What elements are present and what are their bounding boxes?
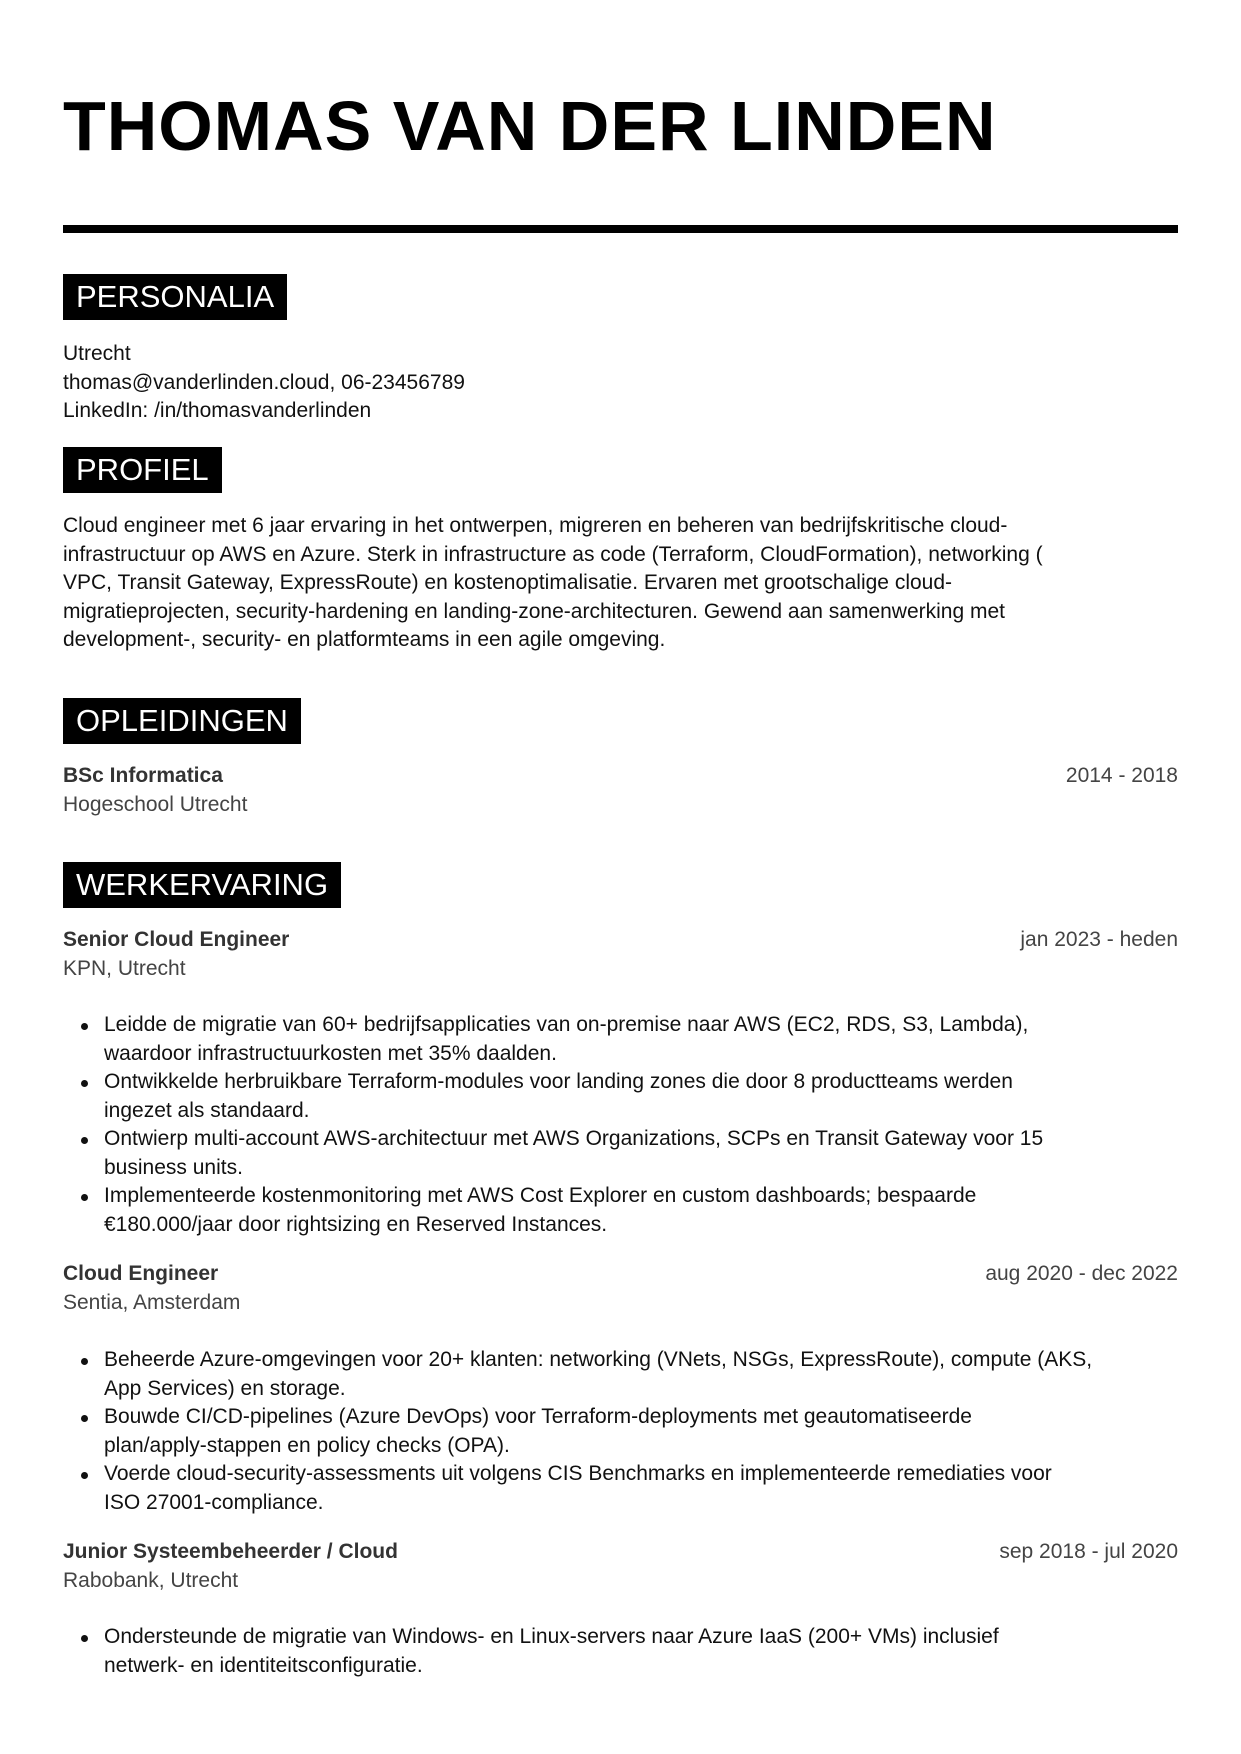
list-item (104, 1460, 1178, 1517)
job-dates: aug 2020 - dec 2022 (985, 1262, 1178, 1285)
job-achievements (63, 1346, 1178, 1517)
bullet-line: App Services) en storage. (104, 1376, 346, 1400)
profiel-text (63, 512, 1178, 655)
section-heading-profiel: PROFIEL (63, 447, 222, 493)
personalia-block (63, 340, 1178, 426)
list-item (104, 1125, 1178, 1182)
job-dates: jan 2023 - heden (1020, 928, 1178, 951)
job-dates: sep 2018 - jul 2020 (999, 1540, 1178, 1563)
bullet-line: Ontwierp multi-account AWS-architectuur met AWS Organizations, SCPs en Transit Gateway voor 15 (104, 1127, 1044, 1150)
bullet-line: Ondersteunde de migratie van Windows- en Linux-servers naar Azure IaaS (200+ VMs) inclusief (104, 1625, 999, 1648)
section-heading-opleidingen: OPLEIDINGEN (63, 698, 301, 744)
bullet-line: waardoor infrastructuurkosten met 35% daalden. (104, 1041, 557, 1065)
bullet-line: Ontwikkelde herbruikbare Terraform-modules voor landing zones die door 8 productteams werden (104, 1070, 1013, 1093)
personalia-city: Utrecht (63, 342, 131, 365)
profiel-line: migratieprojecten, security-hardening en landing-zone-architecturen. Gewend aan samenwerking met (63, 599, 1006, 623)
profiel-line: development-, security- en platformteams in een agile omgeving. (63, 628, 666, 651)
profiel-line: VPC, Transit Gateway, ExpressRoute) en kostenoptimalisatie. Ervaren met grootschalige cloud- (63, 571, 953, 594)
education-entry (63, 762, 1178, 819)
job-title: Junior Systeembeheerder / Cloud (63, 1540, 398, 1563)
list-item (104, 1068, 1178, 1125)
bullet-line: ingezet als standaard. (104, 1098, 310, 1122)
section-heading-werkervaring: WERKERVARING (63, 862, 341, 908)
job-employer: Sentia, Amsterdam (63, 1290, 241, 1314)
job-entry (63, 1260, 1178, 1317)
bullet-line: Leidde de migratie van 60+ bedrijfsapplicaties van on-premise naar AWS (EC2, RDS, S3, Lambda), (104, 1013, 1029, 1036)
job-employer: Rabobank, Utrecht (63, 1568, 239, 1592)
bullet-line: netwerk- en identiteitsconfiguratie. (104, 1653, 423, 1677)
job-entry (63, 926, 1178, 983)
list-item (104, 1346, 1178, 1403)
bullet-line: €180.000/jaar door rightsizing en Reserved Instances. (104, 1212, 608, 1236)
job-achievements (63, 1623, 1178, 1680)
list-item (104, 1011, 1178, 1068)
personalia-contact: thomas@vanderlinden.cloud, 06-23456789 (63, 370, 465, 394)
bullet-line: Beheerde Azure-omgevingen voor 20+ klanten: networking (VNets, NSGs, ExpressRoute), compute (AKS, (104, 1348, 1093, 1371)
candidate-name: THOMAS VAN DER LINDEN (63, 87, 997, 165)
bullet-line: Implementeerde kostenmonitoring met AWS Cost Explorer en custom dashboards; bespaarde (104, 1184, 977, 1207)
job-title: Senior Cloud Engineer (63, 928, 290, 951)
header-divider (63, 225, 1178, 233)
section-heading-personalia: PERSONALIA (63, 274, 287, 320)
bullet-line: plan/apply-stappen en policy checks (OPA). (104, 1433, 510, 1457)
job-achievements (63, 1011, 1178, 1239)
bullet-line: business units. (104, 1155, 243, 1179)
education-degree: BSc Informatica (63, 764, 223, 787)
list-item (104, 1403, 1178, 1460)
personalia-linkedin: LinkedIn: /in/thomasvanderlinden (63, 399, 372, 422)
education-institution: Hogeschool Utrecht (63, 792, 248, 816)
bullet-line: ISO 27001-compliance. (104, 1490, 324, 1514)
bullet-line: Voerde cloud-security-assessments uit volgens CIS Benchmarks en implementeerde remediaties voor (104, 1462, 1052, 1485)
list-item (104, 1623, 1178, 1680)
job-employer: KPN, Utrecht (63, 956, 186, 980)
education-dates: 2014 - 2018 (1065, 764, 1178, 787)
profiel-line: infrastructuur op AWS en Azure. Sterk in infrastructure as code (Terraform, CloudFormation), networking ( (63, 542, 1043, 566)
job-title: Cloud Engineer (63, 1262, 219, 1285)
profiel-line: Cloud engineer met 6 jaar ervaring in het ontwerpen, migreren en beheren van bedrijfskritische cloud- (63, 514, 1008, 537)
bullet-line: Bouwde CI/CD-pipelines (Azure DevOps) voor Terraform-deployments met geautomatiseerde (104, 1405, 972, 1428)
job-entry (63, 1538, 1178, 1595)
list-item (104, 1182, 1178, 1239)
